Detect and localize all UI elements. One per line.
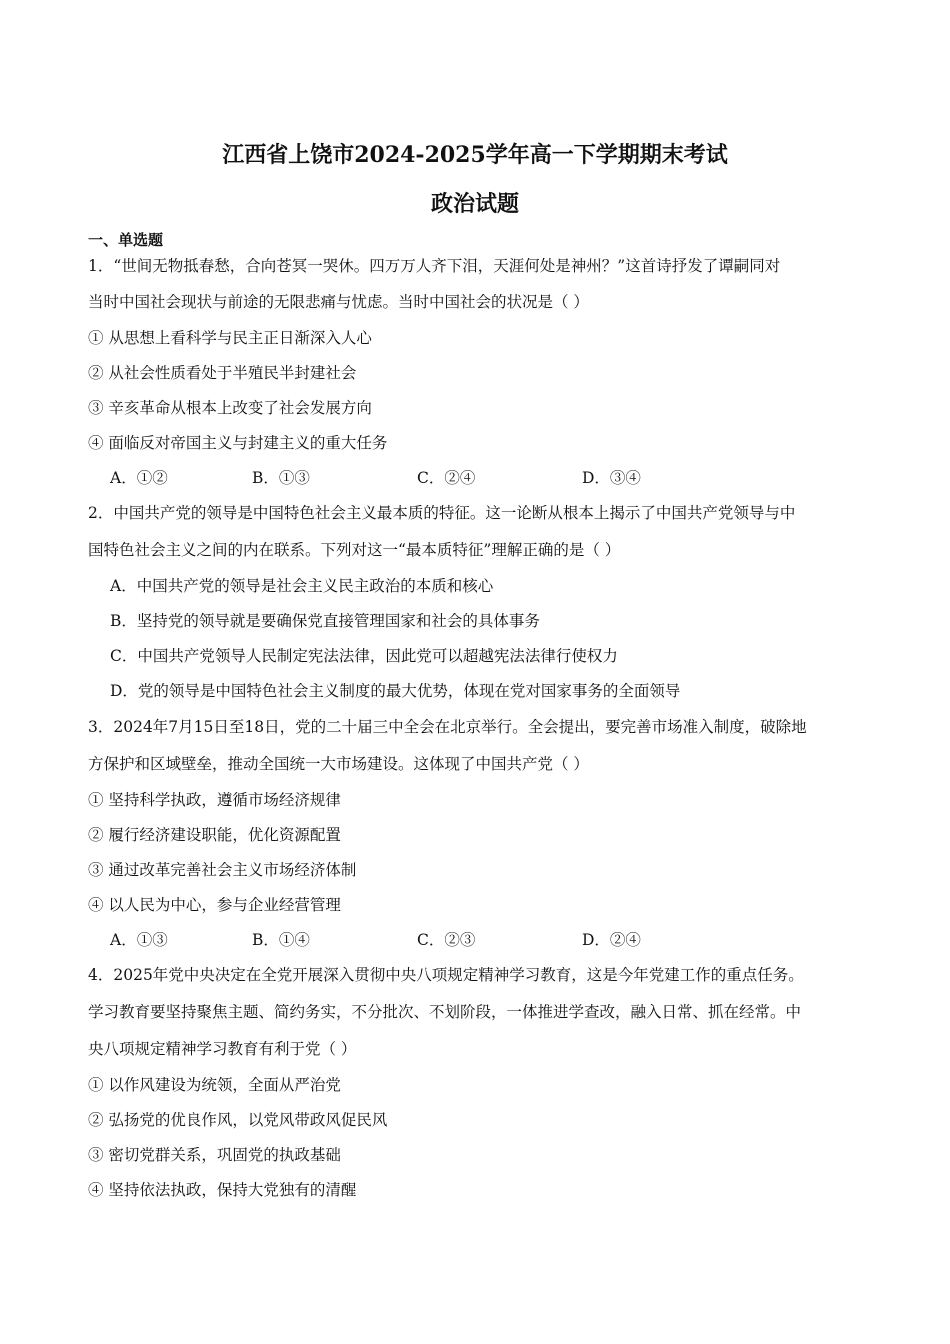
q4-statement-2: ② 弘扬党的优良作风，以党风带政风促民风	[88, 1111, 388, 1129]
q1-option-a[interactable]: A．①②	[110, 469, 168, 487]
q3-statement-3: ③ 通过改革完善社会主义市场经济体制	[88, 861, 357, 879]
q4-statement-4: ④ 坚持依法执政，保持大党独有的清醒	[88, 1181, 357, 1199]
q4-statement-1: ① 以作风建设为统领，全面从严治党	[88, 1076, 341, 1094]
q4-stem-line2: 学习教育要坚持聚焦主题、简约务实，不分批次、不划阶段，一体推进学查改，融入日常、抓在经常。中	[88, 1003, 802, 1021]
q3-statement-2: ② 履行经济建设职能，优化资源配置	[88, 826, 341, 844]
q3-option-a[interactable]: A．①③	[110, 931, 168, 949]
q1-stem-line2: 当时中国社会现状与前途的无限悲痛与忧虑。当时中国社会的状况是（ ）	[88, 293, 589, 311]
q2-stem-line1: 2．中国共产党的领导是中国特色社会主义最本质的特征。这一论断从根本上揭示了中国共产党领导与中	[88, 504, 796, 522]
exam-title: 江西省上饶市2024-2025学年高一下学期期末考试	[222, 142, 728, 168]
q3-stem-line2: 方保护和区域壁垒，推动全国统一大市场建设。这体现了中国共产党（ ）	[88, 755, 589, 773]
q1-statement-4: ④ 面临反对帝国主义与封建主义的重大任务	[88, 434, 388, 452]
q2-option-b[interactable]: B．坚持党的领导就是要确保党直接管理国家和社会的具体事务	[110, 612, 540, 630]
q2-option-c[interactable]: C．中国共产党领导人民制定宪法法律，因此党可以超越宪法法律行使权力	[110, 647, 618, 665]
q1-option-b[interactable]: B．①③	[252, 469, 310, 487]
q3-stem-line1: 3．2024年7月15日至18日，党的二十届三中全会在北京举行。全会提出，要完善市场准入制度，破除地	[88, 718, 807, 736]
section-heading: 一、单选题	[88, 231, 164, 249]
q2-option-a[interactable]: A．中国共产党的领导是社会主义民主政治的本质和核心	[110, 577, 494, 595]
q4-stem-line1: 4．2025年党中央决定在全党开展深入贯彻中央八项规定精神学习教育，这是今年党建工作的重点任务。	[88, 966, 804, 984]
q1-option-d[interactable]: D．③④	[582, 469, 641, 487]
q3-statement-4: ④ 以人民为中心，参与企业经营管理	[88, 896, 341, 914]
q3-statement-1: ① 坚持科学执政，遵循市场经济规律	[88, 791, 341, 809]
q1-statement-3: ③ 辛亥革命从根本上改变了社会发展方向	[88, 399, 372, 417]
q1-statement-2: ② 从社会性质看处于半殖民半封建社会	[88, 364, 357, 382]
q3-option-c[interactable]: C．②③	[417, 931, 476, 949]
q3-options	[110, 928, 870, 950]
q3-option-b[interactable]: B．①④	[252, 931, 310, 949]
q2-stem-line2: 国特色社会主义之间的内在联系。下列对这一“最本质特征”理解正确的是（ ）	[88, 541, 621, 559]
q1-stem-line1: 1．“世间无物抵春愁，合向苍冥一哭休。四万万人齐下泪，天涯何处是神州？”这首诗抒发了谭嗣同对	[88, 257, 781, 275]
q3-option-d[interactable]: D．②④	[582, 931, 641, 949]
q4-stem-line3: 央八项规定精神学习教育有利于党（ ）	[88, 1040, 357, 1058]
q1-statement-1: ① 从思想上看科学与民主正日渐深入人心	[88, 329, 372, 347]
q4-statement-3: ③ 密切党群关系，巩固党的执政基础	[88, 1146, 341, 1164]
q1-option-c[interactable]: C．②④	[417, 469, 476, 487]
q2-option-d[interactable]: D．党的领导是中国特色社会主义制度的最大优势，体现在党对国家事务的全面领导	[110, 682, 681, 700]
q1-options	[110, 466, 870, 488]
exam-subject: 政治试题	[430, 191, 519, 217]
